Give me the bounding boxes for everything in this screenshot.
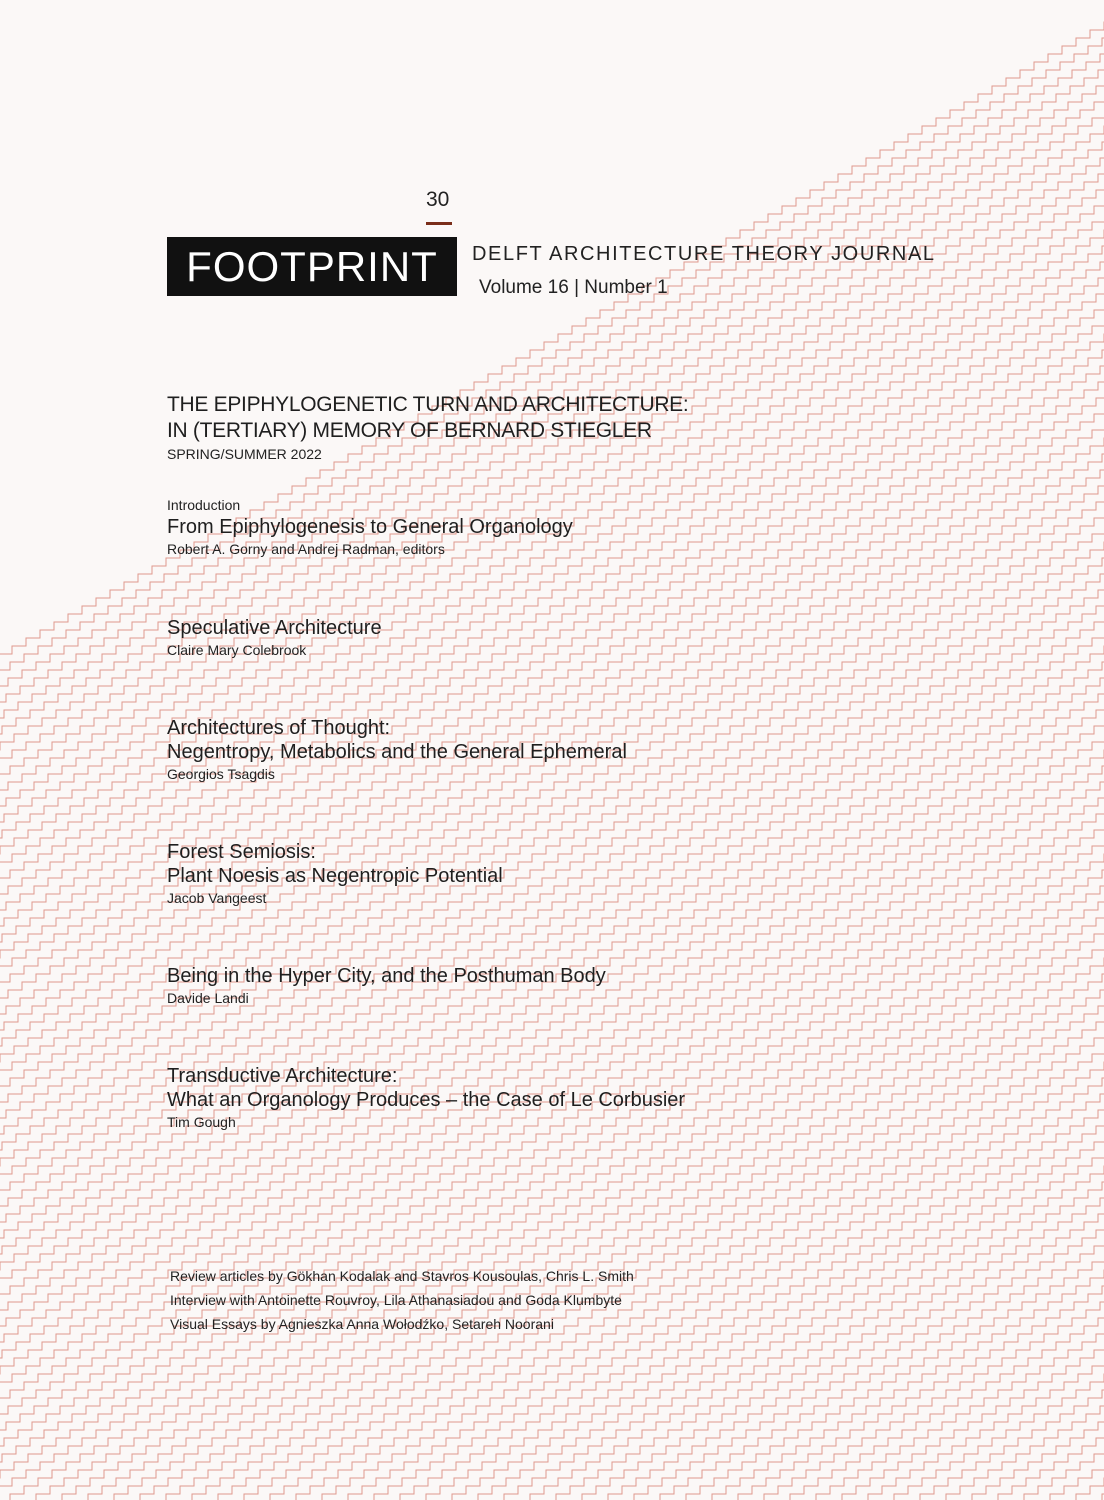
- theme-title-line: IN (TERTIARY) MEMORY OF BERNARD STIEGLER: [167, 419, 652, 442]
- toc-author: Georgios Tsagdis: [167, 766, 275, 782]
- toc-author: Jacob Vangeest: [167, 890, 267, 906]
- issue-number-underline: [426, 222, 452, 225]
- toc-author: Davide Landi: [167, 990, 249, 1006]
- toc-entry: [167, 1064, 685, 1130]
- toc-title: Negentropy, Metabolics and the General Ephemeral: [167, 741, 627, 763]
- journal-logo: [167, 237, 457, 296]
- toc-author: Claire Mary Colebrook: [167, 642, 307, 658]
- theme-title-line: THE EPIPHYLOGENETIC TURN AND ARCHITECTURE:: [167, 393, 689, 416]
- pattern-line: [1100, 0, 1104, 1500]
- issue-season: SPRING/SUMMER 2022: [167, 446, 322, 462]
- toc-title: Being in the Hyper City, and the Posthuman Body: [167, 965, 606, 987]
- toc-kicker: Introduction: [167, 497, 241, 513]
- toc-entry: [167, 616, 382, 658]
- extras-line: Review articles by Gökhan Kodalak and Stavros Kousoulas, Chris L. Smith: [170, 1268, 634, 1284]
- toc-entry-introduction: [167, 497, 573, 557]
- journal-name: DELFT ARCHITECTURE THEORY JOURNAL: [472, 243, 936, 265]
- pattern-line: [736, 0, 1104, 1500]
- toc-author: Robert A. Gorny and Andrej Radman, editors: [167, 541, 445, 557]
- volume-number: Volume 16 | Number 1: [479, 277, 668, 298]
- toc-title: Transductive Architecture:: [167, 1065, 398, 1087]
- toc-title: Forest Semiosis:: [167, 841, 316, 863]
- toc-title: What an Organology Produces – the Case of Le Corbusier: [167, 1089, 686, 1111]
- logo-text: FOOTPRINT: [186, 242, 438, 290]
- toc-title: From Epiphylogenesis to General Organology: [167, 516, 573, 538]
- pattern-line: [580, 0, 1104, 1500]
- toc-entry: [167, 716, 627, 782]
- toc-entry: [167, 840, 503, 906]
- extras-line: Visual Essays by Agnieszka Anna Wołodźko, Setareh Noorani: [170, 1316, 554, 1332]
- issue-number: 30: [426, 188, 450, 211]
- additional-contents: [170, 1264, 634, 1336]
- toc-title: Speculative Architecture: [167, 617, 382, 639]
- toc-title: Plant Noesis as Negentropic Potential: [167, 865, 503, 887]
- toc-title: Architectures of Thought:: [167, 717, 391, 739]
- extras-line: Interview with Antoinette Rouvroy, Lila Athanasiadou and Goda Klumbyte: [170, 1292, 622, 1308]
- issue-theme-title: [167, 392, 688, 444]
- toc-entry: [167, 964, 606, 1006]
- toc-author: Tim Gough: [167, 1114, 236, 1130]
